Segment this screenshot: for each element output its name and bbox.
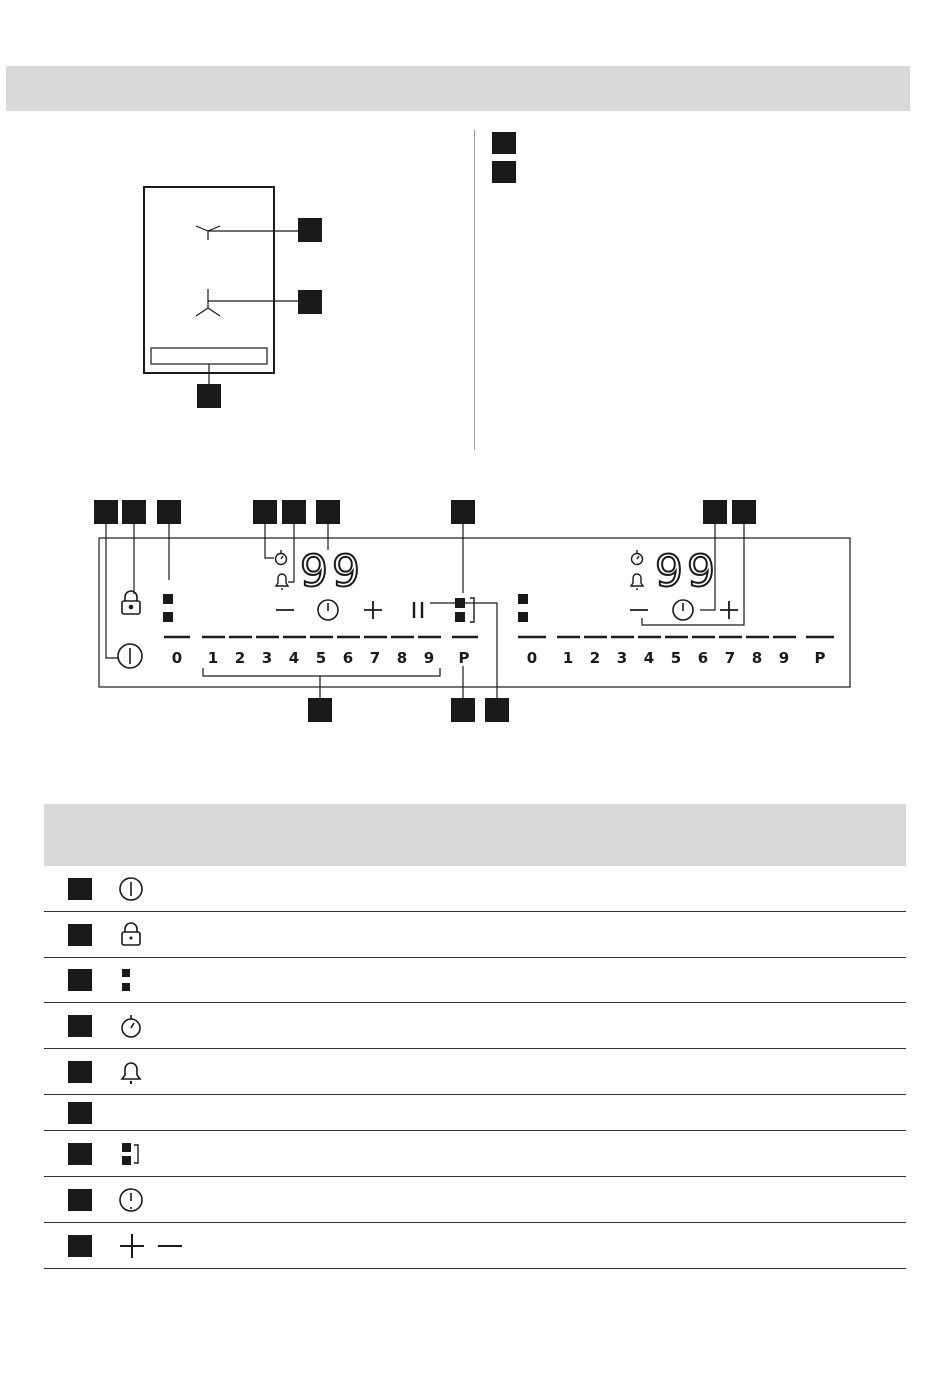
power-level-label[interactable]: 5 [315, 649, 327, 667]
legend-row [44, 1095, 906, 1131]
stopwatch-icon [118, 1013, 146, 1043]
power-level-label[interactable]: 0 [171, 649, 183, 667]
power-scale-left [172, 649, 470, 667]
header-band [6, 66, 910, 111]
callout-marker [197, 384, 221, 408]
power-level-label[interactable]: 9 [423, 649, 435, 667]
callout-marker [492, 132, 516, 154]
lock-icon[interactable] [122, 591, 140, 614]
power-level-label[interactable]: 7 [369, 649, 381, 667]
cooking-zone-marker-bottom [196, 289, 298, 316]
control-panel-outline [151, 348, 267, 364]
callout-marker [298, 290, 322, 314]
control-panel [0, 490, 950, 730]
power-level-label[interactable]: 8 [751, 649, 763, 667]
column-divider [474, 130, 475, 450]
callout-markers-top [94, 500, 756, 524]
power-level-label[interactable]: 8 [396, 649, 408, 667]
legend-row [44, 958, 906, 1003]
bridge-icon [118, 1141, 146, 1171]
power-scale-right [527, 649, 826, 667]
timer-display-left: 99 [300, 546, 364, 597]
zone-indicator-icon [118, 967, 146, 997]
power-level-label[interactable]: 4 [643, 649, 655, 667]
power-level-label[interactable]: P [458, 649, 470, 667]
legend-row [44, 1049, 906, 1095]
legend-number-marker [68, 1143, 92, 1165]
on-off-icon [118, 876, 146, 906]
legend-row [44, 1223, 906, 1269]
power-level-label[interactable]: 2 [234, 649, 246, 667]
legend-row [44, 1003, 906, 1049]
bell-icon [118, 1059, 146, 1089]
plus-minus-icon [118, 1233, 188, 1263]
legend-table-header [44, 804, 906, 866]
stopwatch-icon [276, 550, 287, 565]
legend-number-marker [68, 1102, 92, 1124]
power-level-label[interactable]: 0 [526, 649, 538, 667]
timer-icon [118, 1187, 146, 1217]
power-level-label[interactable]: 1 [562, 649, 574, 667]
legend-number-marker [68, 1235, 92, 1257]
legend-number-marker [68, 969, 92, 991]
power-level-label[interactable]: 3 [616, 649, 628, 667]
power-level-label[interactable]: 7 [724, 649, 736, 667]
pause-icon[interactable] [414, 602, 422, 618]
callout-marker [298, 218, 322, 242]
plus-icon[interactable] [720, 601, 738, 619]
timer-icon[interactable] [318, 600, 338, 620]
legend-number-marker [68, 1015, 92, 1037]
legend-row [44, 866, 906, 912]
callout-markers-bottom [308, 698, 509, 722]
power-level-label[interactable]: 5 [670, 649, 682, 667]
legend-row [44, 912, 906, 958]
legend-number-marker [68, 1061, 92, 1083]
legend-row [44, 1131, 906, 1177]
zone-indicator-icon [163, 594, 173, 622]
callout-marker [492, 161, 516, 183]
lock-icon [118, 922, 146, 952]
power-level-label[interactable]: 6 [697, 649, 709, 667]
bridge-icon[interactable] [455, 598, 474, 622]
on-off-icon[interactable] [118, 644, 142, 668]
bell-icon [276, 574, 288, 590]
stopwatch-icon [632, 550, 643, 565]
power-level-label[interactable]: 2 [589, 649, 601, 667]
timer-display-right: 99 [655, 546, 719, 597]
zone-indicator-icon [518, 594, 528, 622]
bell-icon [631, 574, 643, 590]
legend-number-marker [68, 878, 92, 900]
power-level-label[interactable]: 9 [778, 649, 790, 667]
power-level-label[interactable]: 3 [261, 649, 273, 667]
power-level-label[interactable]: P [814, 649, 826, 667]
plus-icon[interactable] [364, 601, 382, 619]
power-level-label[interactable]: 4 [288, 649, 300, 667]
cooking-zone-marker-top [196, 226, 298, 240]
legend-row [44, 1177, 906, 1223]
timer-icon[interactable] [673, 600, 693, 620]
power-level-label[interactable]: 6 [342, 649, 354, 667]
legend-number-marker [68, 1189, 92, 1211]
legend-number-marker [68, 924, 92, 946]
power-level-label[interactable]: 1 [207, 649, 219, 667]
